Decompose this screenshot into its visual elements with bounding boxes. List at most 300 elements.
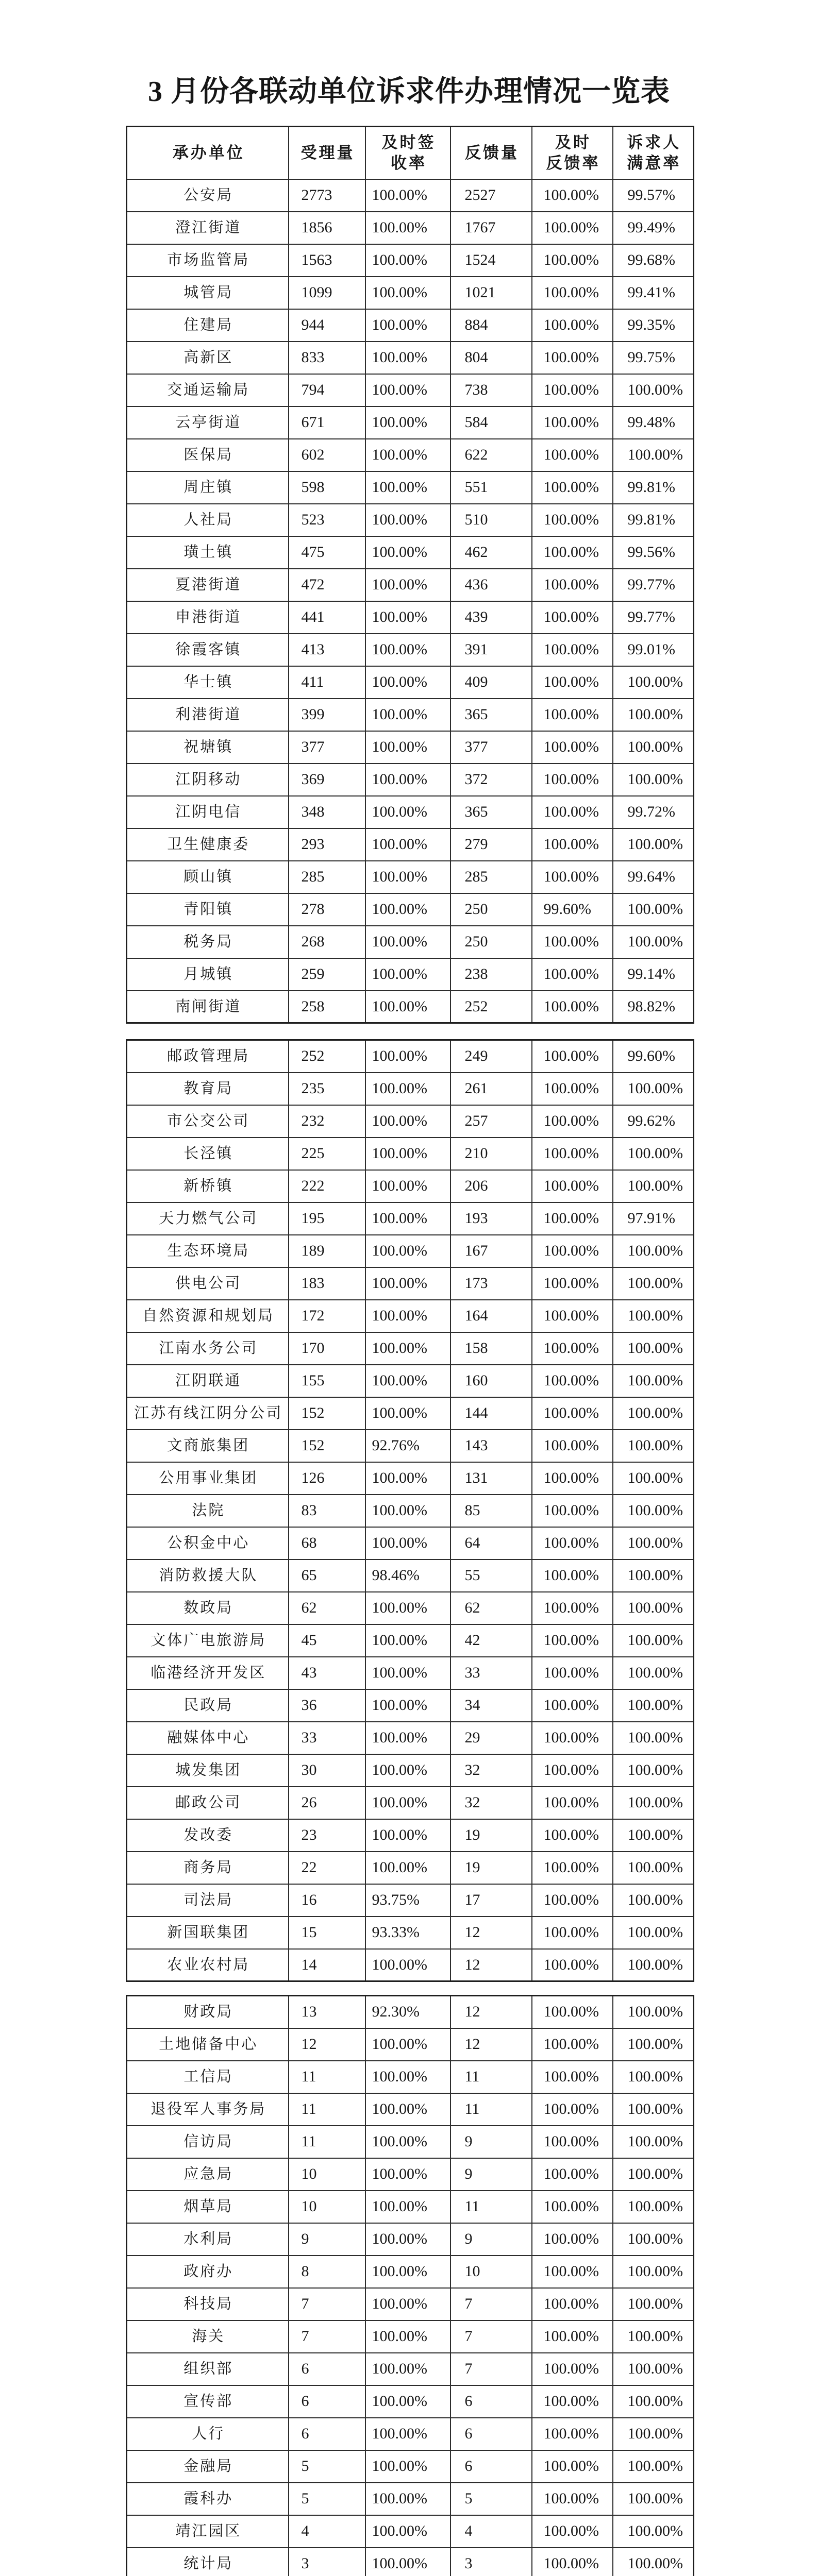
feedback-count-cell: 9: [450, 2158, 532, 2191]
feedback-count-cell: 12: [450, 1949, 532, 1981]
table-row: [127, 1138, 694, 1170]
unit-name-cell: 澄江街道: [127, 212, 289, 244]
feedback-count-cell: 9: [450, 2223, 532, 2256]
table-row: [127, 212, 694, 244]
feedback-count-cell: 143: [450, 1430, 532, 1462]
table-row: [127, 1722, 694, 1754]
accepted-count-cell: 794: [289, 374, 365, 406]
timely-feedback-rate-cell: 100.00%: [532, 569, 613, 601]
timely-feedback-rate-cell: 100.00%: [532, 374, 613, 406]
unit-name-cell: 水利局: [127, 2223, 289, 2256]
satisfaction-rate-cell: 100.00%: [613, 1754, 694, 1787]
timely-feedback-rate-cell: 100.00%: [532, 536, 613, 569]
timely-sign-rate-cell: 92.76%: [365, 1430, 450, 1462]
accepted-count-cell: 11: [289, 2126, 365, 2158]
satisfaction-rate-cell: 100.00%: [613, 1996, 694, 2028]
header-line: 及时: [555, 133, 591, 151]
table-row: [127, 374, 694, 406]
timely-sign-rate-cell: 100.00%: [365, 1267, 450, 1300]
timely-sign-rate-cell: 100.00%: [365, 569, 450, 601]
unit-name-cell: 教育局: [127, 1073, 289, 1105]
accepted-count-cell: 671: [289, 406, 365, 439]
unit-name-cell: 商务局: [127, 1852, 289, 1884]
timely-sign-rate-cell: 100.00%: [365, 991, 450, 1023]
unit-name-cell: 霞科办: [127, 2483, 289, 2515]
satisfaction-rate-cell: 100.00%: [613, 2385, 694, 2418]
accepted-count-cell: 441: [289, 601, 365, 634]
table-row: [127, 2483, 694, 2515]
timely-feedback-rate-cell: 100.00%: [532, 504, 613, 536]
table-row: [127, 2548, 694, 2576]
accepted-count-cell: 4: [289, 2515, 365, 2548]
table-row: [127, 1495, 694, 1527]
timely-feedback-rate-cell: 100.00%: [532, 1527, 613, 1560]
satisfaction-rate-cell: 100.00%: [613, 764, 694, 796]
feedback-count-cell: 12: [450, 1917, 532, 1949]
timely-sign-rate-cell: 100.00%: [365, 212, 450, 244]
timely-sign-rate-cell: 100.00%: [365, 2158, 450, 2191]
satisfaction-rate-cell: 99.60%: [613, 1040, 694, 1073]
header-line: 受理量: [301, 143, 355, 162]
unit-name-cell: 法院: [127, 1495, 289, 1527]
feedback-count-cell: 250: [450, 893, 532, 926]
satisfaction-rate-cell: 100.00%: [613, 893, 694, 926]
timely-feedback-rate-cell: 100.00%: [532, 2028, 613, 2061]
accepted-count-cell: 399: [289, 699, 365, 731]
satisfaction-rate-cell: 100.00%: [613, 2320, 694, 2353]
timely-feedback-rate-cell: 100.00%: [532, 1722, 613, 1754]
table-row: [127, 1689, 694, 1722]
table-row: [127, 1105, 694, 1138]
timely-feedback-rate-cell: 100.00%: [532, 1819, 613, 1852]
table-row: [127, 1787, 694, 1819]
timely-feedback-rate-cell: 100.00%: [532, 2158, 613, 2191]
header-line: 反馈率: [546, 154, 600, 172]
feedback-count-cell: 10: [450, 2256, 532, 2288]
table-row: [127, 991, 694, 1023]
timely-sign-rate-cell: 100.00%: [365, 796, 450, 828]
feedback-count-cell: 250: [450, 926, 532, 958]
timely-feedback-rate-cell: 100.00%: [532, 2288, 613, 2320]
accepted-count-cell: 152: [289, 1430, 365, 1462]
satisfaction-rate-cell: 100.00%: [613, 1819, 694, 1852]
feedback-count-cell: 622: [450, 439, 532, 471]
timely-feedback-rate-cell: 100.00%: [532, 212, 613, 244]
satisfaction-rate-cell: 99.64%: [613, 861, 694, 893]
feedback-count-cell: 1767: [450, 212, 532, 244]
timely-sign-rate-cell: 100.00%: [365, 406, 450, 439]
accepted-count-cell: 413: [289, 634, 365, 666]
satisfaction-rate-cell: 100.00%: [613, 1300, 694, 1332]
unit-name-cell: 城发集团: [127, 1754, 289, 1787]
table-row: [127, 2515, 694, 2548]
timely-feedback-rate-cell: 100.00%: [532, 2126, 613, 2158]
feedback-count-cell: 32: [450, 1787, 532, 1819]
satisfaction-rate-cell: 99.62%: [613, 1105, 694, 1138]
table-row: [127, 1267, 694, 1300]
timely-feedback-rate-cell: 100.00%: [532, 2353, 613, 2385]
timely-sign-rate-cell: 100.00%: [365, 731, 450, 764]
unit-name-cell: 城管局: [127, 277, 289, 309]
unit-name-cell: 人社局: [127, 504, 289, 536]
unit-name-cell: 公用事业集团: [127, 1462, 289, 1495]
table-row: [127, 1624, 694, 1657]
table-row: [127, 1592, 694, 1624]
unit-name-cell: 申港街道: [127, 601, 289, 634]
accepted-count-cell: 68: [289, 1527, 365, 1560]
header-line: 承办单位: [172, 143, 245, 162]
accepted-count-cell: 189: [289, 1235, 365, 1267]
feedback-count-cell: 206: [450, 1170, 532, 1202]
accepted-count-cell: 62: [289, 1592, 365, 1624]
timely-sign-rate-cell: 100.00%: [365, 2093, 450, 2126]
timely-sign-rate-cell: 100.00%: [365, 666, 450, 699]
accepted-count-cell: 10: [289, 2158, 365, 2191]
header-line: 及时签: [381, 133, 436, 151]
unit-name-cell: 璜土镇: [127, 536, 289, 569]
unit-name-cell: 发改委: [127, 1819, 289, 1852]
feedback-count-cell: 210: [450, 1138, 532, 1170]
accepted-count-cell: 222: [289, 1170, 365, 1202]
feedback-count-cell: 738: [450, 374, 532, 406]
timely-sign-rate-cell: 100.00%: [365, 1332, 450, 1365]
accepted-count-cell: 1099: [289, 277, 365, 309]
satisfaction-rate-cell: 99.57%: [613, 179, 694, 212]
accepted-count-cell: 11: [289, 2093, 365, 2126]
unit-name-cell: 祝塘镇: [127, 731, 289, 764]
timely-feedback-rate-cell: 100.00%: [532, 1884, 613, 1917]
satisfaction-rate-cell: 99.77%: [613, 601, 694, 634]
unit-name-cell: 财政局: [127, 1996, 289, 2028]
accepted-count-cell: 944: [289, 309, 365, 342]
feedback-count-cell: 167: [450, 1235, 532, 1267]
timely-feedback-rate-cell: 100.00%: [532, 1917, 613, 1949]
feedback-count-cell: 6: [450, 2385, 532, 2418]
feedback-count-cell: 33: [450, 1657, 532, 1689]
feedback-count-cell: 11: [450, 2061, 532, 2093]
table-row: [127, 731, 694, 764]
unit-name-cell: 邮政公司: [127, 1787, 289, 1819]
accepted-count-cell: 183: [289, 1267, 365, 1300]
unit-name-cell: 退役军人事务局: [127, 2093, 289, 2126]
accepted-count-cell: 6: [289, 2353, 365, 2385]
accepted-count-cell: 83: [289, 1495, 365, 1527]
accepted-count-cell: 30: [289, 1754, 365, 1787]
satisfaction-rate-cell: 99.81%: [613, 471, 694, 504]
header-line: 诉求人: [627, 133, 681, 151]
feedback-count-cell: 249: [450, 1040, 532, 1073]
timely-feedback-rate-cell: 100.00%: [532, 699, 613, 731]
table-row: [127, 1657, 694, 1689]
header-timely-sign-rate: [365, 127, 450, 179]
feedback-count-cell: 11: [450, 2093, 532, 2126]
unit-name-cell: 宣传部: [127, 2385, 289, 2418]
accepted-count-cell: 6: [289, 2385, 365, 2418]
timely-sign-rate-cell: 100.00%: [365, 2353, 450, 2385]
feedback-count-cell: 19: [450, 1852, 532, 1884]
feedback-count-cell: 7: [450, 2320, 532, 2353]
timely-sign-rate-cell: 100.00%: [365, 1689, 450, 1722]
accepted-count-cell: 369: [289, 764, 365, 796]
accepted-count-cell: 126: [289, 1462, 365, 1495]
table-row: [127, 2256, 694, 2288]
accepted-count-cell: 12: [289, 2028, 365, 2061]
timely-sign-rate-cell: 100.00%: [365, 439, 450, 471]
feedback-count-cell: 193: [450, 1202, 532, 1235]
table-row: [127, 861, 694, 893]
table-row: [127, 2126, 694, 2158]
timely-sign-rate-cell: 100.00%: [365, 828, 450, 861]
timely-sign-rate-cell: 100.00%: [365, 1235, 450, 1267]
satisfaction-rate-cell: 100.00%: [613, 1787, 694, 1819]
timely-feedback-rate-cell: 100.00%: [532, 1787, 613, 1819]
timely-sign-rate-cell: 100.00%: [365, 1495, 450, 1527]
satisfaction-rate-cell: 100.00%: [613, 2223, 694, 2256]
accepted-count-cell: 26: [289, 1787, 365, 1819]
unit-name-cell: 信访局: [127, 2126, 289, 2158]
timely-sign-rate-cell: 100.00%: [365, 2418, 450, 2450]
timely-feedback-rate-cell: 100.00%: [532, 1754, 613, 1787]
timely-sign-rate-cell: 100.00%: [365, 244, 450, 277]
accepted-count-cell: 33: [289, 1722, 365, 1754]
table-row: [127, 504, 694, 536]
unit-name-cell: 长泾镇: [127, 1138, 289, 1170]
timely-feedback-rate-cell: 100.00%: [532, 1462, 613, 1495]
timely-feedback-rate-cell: 100.00%: [532, 2320, 613, 2353]
satisfaction-rate-cell: 100.00%: [613, 1624, 694, 1657]
table-row: [127, 2353, 694, 2385]
accepted-count-cell: 7: [289, 2288, 365, 2320]
unit-name-cell: 市场监管局: [127, 244, 289, 277]
timely-sign-rate-cell: 100.00%: [365, 2028, 450, 2061]
unit-name-cell: 融媒体中心: [127, 1722, 289, 1754]
accepted-count-cell: 195: [289, 1202, 365, 1235]
feedback-count-cell: 2527: [450, 179, 532, 212]
unit-name-cell: 临港经济开发区: [127, 1657, 289, 1689]
unit-name-cell: 政府办: [127, 2256, 289, 2288]
timely-feedback-rate-cell: 100.00%: [532, 471, 613, 504]
feedback-count-cell: 1021: [450, 277, 532, 309]
table-row: [127, 1202, 694, 1235]
accepted-count-cell: 170: [289, 1332, 365, 1365]
satisfaction-rate-cell: 100.00%: [613, 1592, 694, 1624]
unit-name-cell: 文体广电旅游局: [127, 1624, 289, 1657]
accepted-count-cell: 293: [289, 828, 365, 861]
timely-sign-rate-cell: 100.00%: [365, 1624, 450, 1657]
table-row: [127, 2158, 694, 2191]
table-row: [127, 1527, 694, 1560]
feedback-count-cell: 252: [450, 991, 532, 1023]
timely-sign-rate-cell: 100.00%: [365, 2450, 450, 2483]
satisfaction-rate-cell: 99.56%: [613, 536, 694, 569]
satisfaction-rate-cell: 100.00%: [613, 2028, 694, 2061]
timely-feedback-rate-cell: 100.00%: [532, 1202, 613, 1235]
accepted-count-cell: 14: [289, 1949, 365, 1981]
timely-feedback-rate-cell: 100.00%: [532, 2385, 613, 2418]
timely-feedback-rate-cell: 100.00%: [532, 342, 613, 374]
feedback-count-cell: 32: [450, 1754, 532, 1787]
satisfaction-rate-cell: 100.00%: [613, 1527, 694, 1560]
timely-sign-rate-cell: 100.00%: [365, 601, 450, 634]
unit-name-cell: 供电公司: [127, 1267, 289, 1300]
feedback-count-cell: 4: [450, 2515, 532, 2548]
timely-sign-rate-cell: 100.00%: [365, 1657, 450, 1689]
timely-sign-rate-cell: 100.00%: [365, 2191, 450, 2223]
unit-name-cell: 江苏有线江阴分公司: [127, 1397, 289, 1430]
timely-feedback-rate-cell: 100.00%: [532, 634, 613, 666]
unit-name-cell: 公安局: [127, 179, 289, 212]
unit-name-cell: 消防救援大队: [127, 1560, 289, 1592]
unit-name-cell: 周庄镇: [127, 471, 289, 504]
satisfaction-rate-cell: 99.77%: [613, 569, 694, 601]
feedback-count-cell: 6: [450, 2450, 532, 2483]
timely-feedback-rate-cell: 100.00%: [532, 926, 613, 958]
timely-feedback-rate-cell: 100.00%: [532, 2093, 613, 2126]
timely-feedback-rate-cell: 100.00%: [532, 1592, 613, 1624]
timely-sign-rate-cell: 100.00%: [365, 504, 450, 536]
timely-feedback-rate-cell: 100.00%: [532, 1430, 613, 1462]
accepted-count-cell: 833: [289, 342, 365, 374]
unit-name-cell: 土地储备中心: [127, 2028, 289, 2061]
table-row: [127, 2450, 694, 2483]
table-row: [127, 1300, 694, 1332]
timely-feedback-rate-cell: 100.00%: [532, 1624, 613, 1657]
timely-sign-rate-cell: 100.00%: [365, 1722, 450, 1754]
satisfaction-rate-cell: 100.00%: [613, 2158, 694, 2191]
unit-name-cell: 文商旅集团: [127, 1430, 289, 1462]
timely-feedback-rate-cell: 100.00%: [532, 764, 613, 796]
accepted-count-cell: 36: [289, 1689, 365, 1722]
satisfaction-rate-cell: 100.00%: [613, 1170, 694, 1202]
timely-feedback-rate-cell: 100.00%: [532, 1040, 613, 1073]
table-row: [127, 893, 694, 926]
timely-feedback-rate-cell: 100.00%: [532, 666, 613, 699]
header-feedback-count: [450, 127, 532, 179]
timely-feedback-rate-cell: 100.00%: [532, 2061, 613, 2093]
timely-sign-rate-cell: 93.33%: [365, 1917, 450, 1949]
satisfaction-rate-cell: 100.00%: [613, 2353, 694, 2385]
unit-name-cell: 青阳镇: [127, 893, 289, 926]
timely-feedback-rate-cell: 100.00%: [532, 1397, 613, 1430]
unit-name-cell: 工信局: [127, 2061, 289, 2093]
feedback-count-cell: 1524: [450, 244, 532, 277]
timely-feedback-rate-cell: 100.00%: [532, 731, 613, 764]
table-body: [127, 1040, 694, 1981]
timely-feedback-rate-cell: 100.00%: [532, 861, 613, 893]
unit-name-cell: 云亭街道: [127, 406, 289, 439]
table-row: [127, 601, 694, 634]
table-row: [127, 439, 694, 471]
accepted-count-cell: 11: [289, 2061, 365, 2093]
timely-feedback-rate-cell: 100.00%: [532, 2515, 613, 2548]
accepted-count-cell: 16: [289, 1884, 365, 1917]
satisfaction-rate-cell: 100.00%: [613, 1495, 694, 1527]
timely-feedback-rate-cell: 100.00%: [532, 2450, 613, 2483]
table-row: [127, 1996, 694, 2028]
unit-name-cell: 顾山镇: [127, 861, 289, 893]
unit-name-cell: 月城镇: [127, 958, 289, 991]
feedback-count-cell: 160: [450, 1365, 532, 1397]
accepted-count-cell: 235: [289, 1073, 365, 1105]
timely-feedback-rate-cell: 100.00%: [532, 1560, 613, 1592]
timely-feedback-rate-cell: 100.00%: [532, 796, 613, 828]
feedback-count-cell: 279: [450, 828, 532, 861]
timely-sign-rate-cell: 100.00%: [365, 2288, 450, 2320]
table-row: [127, 2028, 694, 2061]
satisfaction-rate-cell: 99.48%: [613, 406, 694, 439]
feedback-count-cell: 257: [450, 1105, 532, 1138]
accepted-count-cell: 22: [289, 1852, 365, 1884]
feedback-count-cell: 365: [450, 699, 532, 731]
unit-name-cell: 司法局: [127, 1884, 289, 1917]
unit-name-cell: 自然资源和规划局: [127, 1300, 289, 1332]
accepted-count-cell: 8: [289, 2256, 365, 2288]
timely-sign-rate-cell: 100.00%: [365, 1852, 450, 1884]
timely-sign-rate-cell: 100.00%: [365, 1105, 450, 1138]
page-title: 3 月份各联动单位诉求件办理情况一览表: [148, 76, 670, 108]
timely-sign-rate-cell: 100.00%: [365, 2385, 450, 2418]
accepted-count-cell: 43: [289, 1657, 365, 1689]
table-row: [127, 926, 694, 958]
feedback-count-cell: 436: [450, 569, 532, 601]
accepted-count-cell: 377: [289, 731, 365, 764]
accepted-count-cell: 475: [289, 536, 365, 569]
timely-sign-rate-cell: 100.00%: [365, 179, 450, 212]
unit-name-cell: 江阴移动: [127, 764, 289, 796]
timely-sign-rate-cell: 100.00%: [365, 1787, 450, 1819]
feedback-count-cell: 391: [450, 634, 532, 666]
satisfaction-rate-cell: 100.00%: [613, 1332, 694, 1365]
unit-name-cell: 住建局: [127, 309, 289, 342]
timely-sign-rate-cell: 100.00%: [365, 1462, 450, 1495]
timely-sign-rate-cell: 100.00%: [365, 861, 450, 893]
feedback-count-cell: 510: [450, 504, 532, 536]
satisfaction-rate-cell: 100.00%: [613, 2483, 694, 2515]
table-row: [127, 1917, 694, 1949]
feedback-count-cell: 42: [450, 1624, 532, 1657]
timely-feedback-rate-cell: 100.00%: [532, 1332, 613, 1365]
satisfaction-rate-cell: 100.00%: [613, 1235, 694, 1267]
satisfaction-rate-cell: 100.00%: [613, 1462, 694, 1495]
header-line: 满意率: [627, 154, 681, 172]
feedback-count-cell: 173: [450, 1267, 532, 1300]
accepted-count-cell: 65: [289, 1560, 365, 1592]
accepted-count-cell: 252: [289, 1040, 365, 1073]
satisfaction-rate-cell: 100.00%: [613, 1949, 694, 1981]
unit-name-cell: 应急局: [127, 2158, 289, 2191]
satisfaction-rate-cell: 100.00%: [613, 1689, 694, 1722]
timely-sign-rate-cell: 100.00%: [365, 374, 450, 406]
unit-name-cell: 交通运输局: [127, 374, 289, 406]
accepted-count-cell: 523: [289, 504, 365, 536]
timely-sign-rate-cell: 93.75%: [365, 1884, 450, 1917]
satisfaction-rate-cell: 100.00%: [613, 1267, 694, 1300]
table-row: [127, 2288, 694, 2320]
timely-sign-rate-cell: 100.00%: [365, 1300, 450, 1332]
feedback-count-cell: 238: [450, 958, 532, 991]
satisfaction-rate-cell: 99.14%: [613, 958, 694, 991]
timely-sign-rate-cell: 100.00%: [365, 1040, 450, 1073]
timely-sign-rate-cell: 100.00%: [365, 2061, 450, 2093]
table-row: [127, 2223, 694, 2256]
timely-sign-rate-cell: 100.00%: [365, 1365, 450, 1397]
feedback-count-cell: 365: [450, 796, 532, 828]
unit-name-cell: 市公交公司: [127, 1105, 289, 1138]
header-accepted-count: [289, 127, 365, 179]
table-row: [127, 2385, 694, 2418]
accepted-count-cell: 2773: [289, 179, 365, 212]
feedback-count-cell: 804: [450, 342, 532, 374]
